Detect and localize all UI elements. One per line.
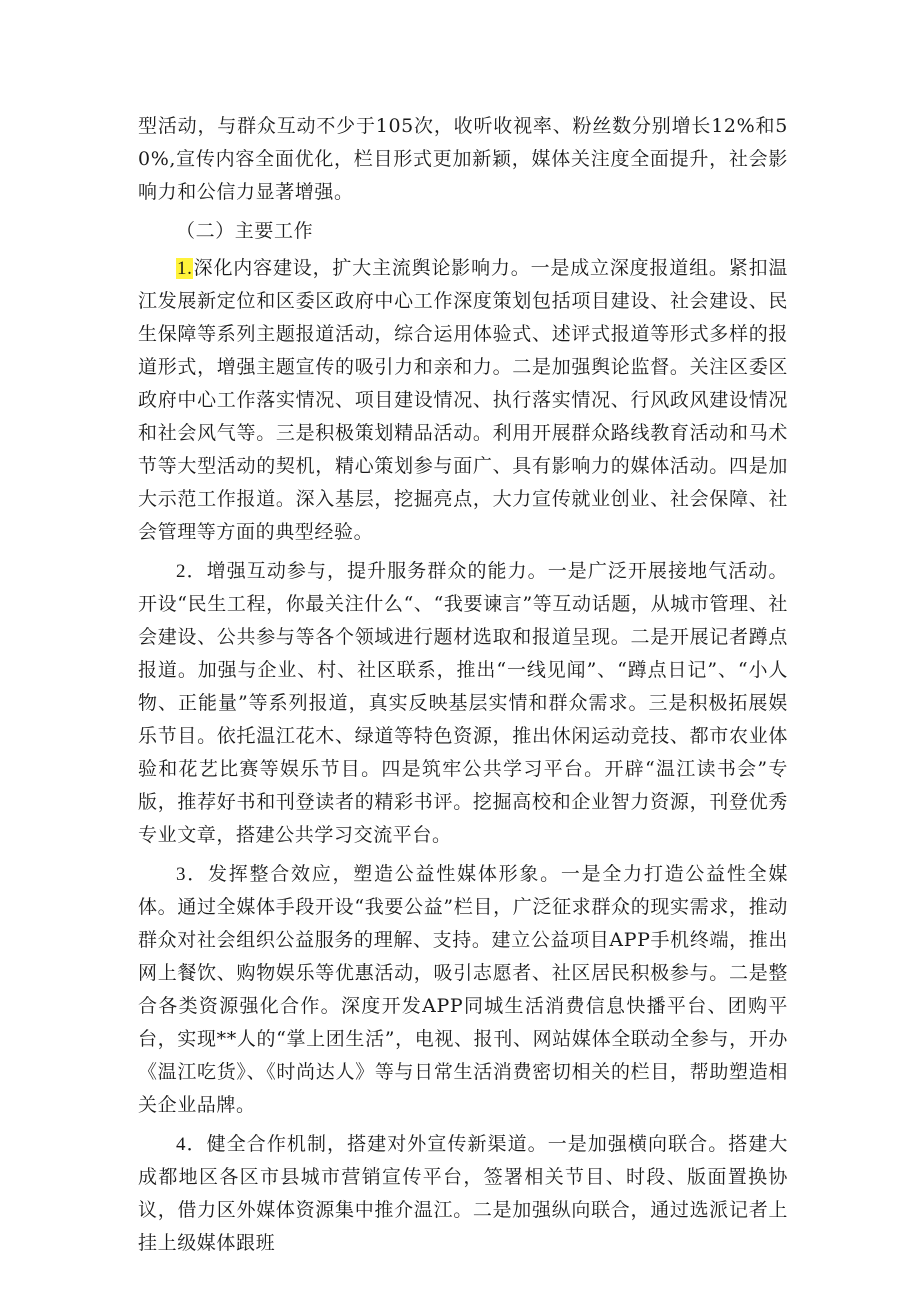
- paragraph-4-number: 4．: [176, 1134, 207, 1155]
- section-heading: （二）主要工作: [176, 220, 314, 242]
- paragraph-2-text: 增强互动参与，提升服务群众的能力。一是广泛开展接地气活动。开设“民生工程，你最关注什么“、“我要谏言”等互动话题，从城市管理、社会建设、公共参与等各个领域进行题材选取和报道呈现。二是开展记者蹲点报道。加强与企业、村、社区联系，推出“一线见闻”、“蹲点日记”、“小人物、正能量”等系列报道，真实反映基层实情和群众需求。三是积极拓展娱乐节目。依托温江花木、绿道等特色资源，推出休闲运动竞技、都市农业体验和花艺比赛等娱乐节目。四是筑牢公共学习平台。开辟“温江读书会”专版，推荐好书和刊登读者的精彩书评。挖掘高校和企业智力资源，刊登优秀专业文章，搭建公共学习交流平台。: [138, 560, 789, 846]
- paragraph-3: [138, 858, 788, 1122]
- paragraph-3-number: 3．: [176, 864, 209, 885]
- paragraph-3-text: 发挥整合效应，塑造公益性媒体形象。一是全力打造公益性全媒体。通过全媒体手段开设“我要公益”栏目，广泛征求群众的现实需求，推动群众对社会组织公益服务的理解、支持。建立公益项目APP手机终端，推出网上餐饮、购物娱乐等优惠活动，吸引志愿者、社区居民积极参与。二是整合各类资源强化合作。深度开发APP同城生活消费信息快播平台、团购平台，实现**人的“掌上团生活”，电视、报刊、网站媒体全联动全参与，开办《温江吃货》、《时尚达人》等与日常生活消费密切相关的栏目，帮助塑造相关企业品牌。: [138, 863, 788, 1116]
- highlighted-number: 1.: [177, 258, 193, 279]
- paragraph-2: [138, 555, 788, 852]
- paragraph-continuation: 型活动，与群众互动不少于105次，收听收视率、粉丝数分别增长12%和50%,宣传内容全面优化，栏目形式更加新颖，媒体关注度全面提升，社会影响力和公信力显著增强。: [138, 115, 788, 203]
- paragraph-1: [138, 252, 788, 549]
- paragraph-1-text: 深化内容建设，扩大主流舆论影响力。一是成立深度报道组。紧扣温江发展新定位和区委区政府中心工作深度策划包括项目建设、社会建设、民生保障等系列主题报道活动，综合运用体验式、述评式报道等形式多样的报道形式，增强主题宣传的吸引力和亲和力。二是加强舆论监督。关注区委区政府中心工作落实情况、项目建设情况、执行落实情况、行风政风建设情况和社会风气等。三是积极策划精品活动。利用开展群众路线教育活动和马术节等大型活动的契机，精心策划参与面广、具有影响力的媒体活动。四是加大示范工作报道。深入基层，挖掘亮点，大力宣传就业创业、社会保障、社会管理等方面的典型经验。: [138, 257, 788, 543]
- paragraph-2-number: 2．: [176, 561, 207, 582]
- paragraph-4-text: 健全合作机制，搭建对外宣传新渠道。一是加强横向联合。搭建大成都地区各区市县城市营销宣传平台，签署相关节目、时段、版面置换协议，借力区外媒体资源集中推介温江。二是加强纵向联合，通过选派记者上挂上级媒体跟班: [138, 1133, 789, 1254]
- paragraph-4: [138, 1128, 788, 1260]
- document-body: [138, 110, 788, 1266]
